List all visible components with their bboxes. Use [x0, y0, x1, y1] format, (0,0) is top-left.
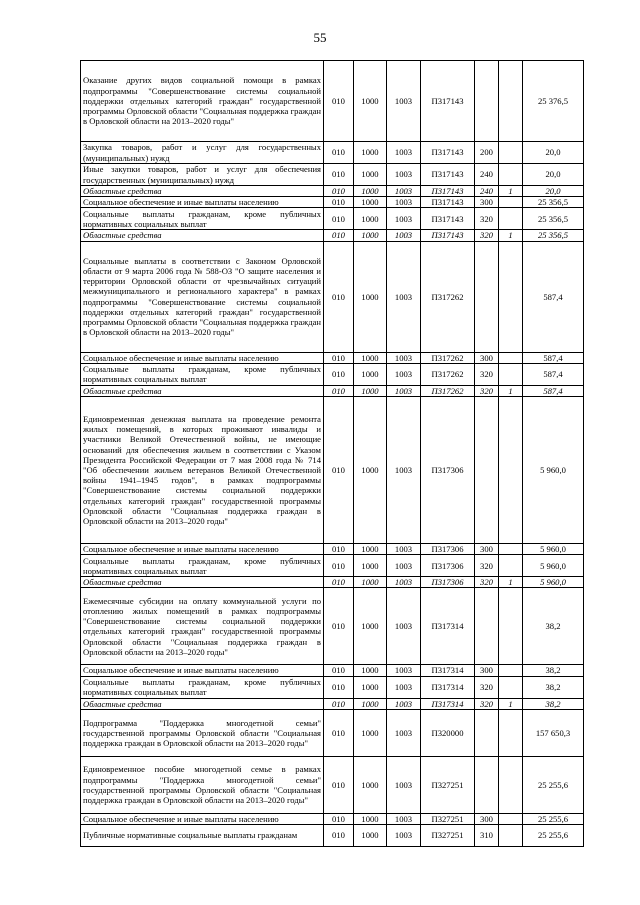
amount: 38,2 — [523, 665, 584, 676]
target-article-code: П317143 — [421, 230, 475, 241]
section-code: 1000 — [354, 208, 387, 230]
funding-source-code: 1 — [499, 698, 523, 709]
subsection-code: 1003 — [387, 577, 421, 588]
amount: 157 650,3 — [523, 709, 584, 756]
expense-type-code — [475, 588, 499, 665]
table-row — [81, 813, 584, 824]
row-name: Социальное обеспечение и иные выплаты населению — [81, 665, 324, 676]
section-code: 1000 — [354, 352, 387, 363]
funding-source-code — [499, 164, 523, 186]
table-row — [81, 397, 584, 544]
subsection-code: 1003 — [387, 164, 421, 186]
row-name: Областные средства — [81, 698, 324, 709]
ministry-code: 010 — [324, 709, 354, 756]
amount: 20,0 — [523, 164, 584, 186]
section-code: 1000 — [354, 577, 387, 588]
target-article-code: П317306 — [421, 397, 475, 544]
ministry-code: 010 — [324, 208, 354, 230]
funding-source-code — [499, 555, 523, 577]
ministry-code: 010 — [324, 813, 354, 824]
expense-type-code: 200 — [475, 142, 499, 164]
ministry-code: 010 — [324, 352, 354, 363]
funding-source-code — [499, 142, 523, 164]
expense-type-code: 320 — [475, 577, 499, 588]
ministry-code: 010 — [324, 197, 354, 208]
ministry-code: 010 — [324, 544, 354, 555]
row-name: Социальные выплаты гражданам, кроме публичных нормативных социальных выплат — [81, 555, 324, 577]
funding-source-code — [499, 197, 523, 208]
section-code: 1000 — [354, 588, 387, 665]
section-code: 1000 — [354, 544, 387, 555]
ministry-code: 010 — [324, 825, 354, 847]
amount: 20,0 — [523, 186, 584, 197]
row-name: Публичные нормативные социальные выплаты гражданам — [81, 825, 324, 847]
expense-type-code — [475, 756, 499, 813]
table-row — [81, 385, 584, 396]
table-row — [81, 698, 584, 709]
expense-type-code: 310 — [475, 825, 499, 847]
target-article-code: П317143 — [421, 186, 475, 197]
ministry-code: 010 — [324, 385, 354, 396]
subsection-code: 1003 — [387, 142, 421, 164]
table-row — [81, 665, 584, 676]
ministry-code: 010 — [324, 555, 354, 577]
subsection-code: 1003 — [387, 555, 421, 577]
amount: 587,4 — [523, 352, 584, 363]
ministry-code: 010 — [324, 164, 354, 186]
target-article-code: П317262 — [421, 241, 475, 352]
section-code: 1000 — [354, 709, 387, 756]
funding-source-code — [499, 352, 523, 363]
target-article-code: П317314 — [421, 588, 475, 665]
row-name: Областные средства — [81, 186, 324, 197]
target-article-code: П327251 — [421, 813, 475, 824]
row-name: Подпрограмма "Поддержка многодетной семьи" государственной программы Орловской области "Социальная поддержка граждан в Орловской области на 2013–2020 годы" — [81, 709, 324, 756]
subsection-code: 1003 — [387, 208, 421, 230]
amount: 38,2 — [523, 676, 584, 698]
expense-type-code — [475, 709, 499, 756]
ministry-code: 010 — [324, 230, 354, 241]
subsection-code: 1003 — [387, 676, 421, 698]
table-row — [81, 825, 584, 847]
ministry-code: 010 — [324, 756, 354, 813]
table-row — [81, 142, 584, 164]
amount: 25 255,6 — [523, 813, 584, 824]
amount: 25 356,5 — [523, 230, 584, 241]
row-name: Социальные выплаты гражданам, кроме публичных нормативных социальных выплат — [81, 208, 324, 230]
expense-type-code — [475, 61, 499, 142]
funding-source-code: 1 — [499, 186, 523, 197]
subsection-code: 1003 — [387, 397, 421, 544]
table-row — [81, 555, 584, 577]
section-code: 1000 — [354, 665, 387, 676]
table-row — [81, 588, 584, 665]
table-row — [81, 241, 584, 352]
expense-type-code: 320 — [475, 230, 499, 241]
target-article-code: П320000 — [421, 709, 475, 756]
section-code: 1000 — [354, 825, 387, 847]
target-article-code: П317306 — [421, 555, 475, 577]
row-name: Социальное обеспечение и иные выплаты населению — [81, 813, 324, 824]
funding-source-code: 1 — [499, 577, 523, 588]
section-code: 1000 — [354, 813, 387, 824]
section-code: 1000 — [354, 698, 387, 709]
expense-type-code: 240 — [475, 186, 499, 197]
funding-source-code — [499, 676, 523, 698]
expense-type-code: 320 — [475, 385, 499, 396]
expense-type-code: 320 — [475, 208, 499, 230]
section-code: 1000 — [354, 363, 387, 385]
table-row — [81, 544, 584, 555]
section-code: 1000 — [354, 756, 387, 813]
row-name: Областные средства — [81, 577, 324, 588]
ministry-code: 010 — [324, 142, 354, 164]
subsection-code: 1003 — [387, 665, 421, 676]
section-code: 1000 — [354, 676, 387, 698]
table-row — [81, 577, 584, 588]
funding-source-code — [499, 544, 523, 555]
target-article-code: П327251 — [421, 756, 475, 813]
ministry-code: 010 — [324, 363, 354, 385]
section-code: 1000 — [354, 385, 387, 396]
ministry-code: 010 — [324, 577, 354, 588]
ministry-code: 010 — [324, 186, 354, 197]
funding-source-code — [499, 709, 523, 756]
section-code: 1000 — [354, 241, 387, 352]
target-article-code: П317306 — [421, 544, 475, 555]
ministry-code: 010 — [324, 588, 354, 665]
funding-source-code — [499, 665, 523, 676]
page-number: 55 — [313, 30, 327, 45]
funding-source-code — [499, 241, 523, 352]
ministry-code: 010 — [324, 698, 354, 709]
amount: 25 255,6 — [523, 825, 584, 847]
funding-source-code — [499, 825, 523, 847]
funding-source-code — [499, 813, 523, 824]
amount: 25 376,5 — [523, 61, 584, 142]
row-name: Закупка товаров, работ и услуг для государственных (муниципальных) нужд — [81, 142, 324, 164]
expense-type-code: 300 — [475, 665, 499, 676]
table-row — [81, 164, 584, 186]
ministry-code: 010 — [324, 676, 354, 698]
target-article-code: П317314 — [421, 676, 475, 698]
expense-type-code: 300 — [475, 544, 499, 555]
funding-source-code: 1 — [499, 385, 523, 396]
subsection-code: 1003 — [387, 813, 421, 824]
amount: 25 356,5 — [523, 197, 584, 208]
target-article-code: П327251 — [421, 825, 475, 847]
expense-type-code: 300 — [475, 352, 499, 363]
section-code: 1000 — [354, 164, 387, 186]
target-article-code: П317143 — [421, 61, 475, 142]
amount: 5 960,0 — [523, 555, 584, 577]
subsection-code: 1003 — [387, 756, 421, 813]
target-article-code: П317314 — [421, 665, 475, 676]
subsection-code: 1003 — [387, 385, 421, 396]
table-row — [81, 186, 584, 197]
funding-source-code — [499, 397, 523, 544]
amount: 25 356,5 — [523, 208, 584, 230]
row-name: Социальное обеспечение и иные выплаты населению — [81, 352, 324, 363]
amount: 587,4 — [523, 363, 584, 385]
target-article-code: П317143 — [421, 208, 475, 230]
amount: 5 960,0 — [523, 397, 584, 544]
expense-type-code — [475, 241, 499, 352]
row-name: Социальные выплаты гражданам, кроме публичных нормативных социальных выплат — [81, 363, 324, 385]
table-row — [81, 756, 584, 813]
target-article-code: П317262 — [421, 352, 475, 363]
row-name: Социальные выплаты гражданам, кроме публичных нормативных социальных выплат — [81, 676, 324, 698]
target-article-code: П317262 — [421, 385, 475, 396]
funding-source-code — [499, 61, 523, 142]
expense-type-code: 320 — [475, 676, 499, 698]
table-row — [81, 230, 584, 241]
amount: 5 960,0 — [523, 544, 584, 555]
section-code: 1000 — [354, 397, 387, 544]
subsection-code: 1003 — [387, 352, 421, 363]
amount: 587,4 — [523, 241, 584, 352]
row-name: Областные средства — [81, 230, 324, 241]
subsection-code: 1003 — [387, 363, 421, 385]
row-name: Иные закупки товаров, работ и услуг для обеспечения государственных (муниципальных) нужд — [81, 164, 324, 186]
expense-type-code: 320 — [475, 698, 499, 709]
amount: 5 960,0 — [523, 577, 584, 588]
amount: 20,0 — [523, 142, 584, 164]
budget-table — [80, 60, 584, 847]
row-name: Оказание других видов социальной помощи в рамках подпрограммы "Совершенствование системы социальной поддержки отдельных категорий граждан" государственной программы Орловской области "Социальная поддержка граждан в Орловской области на 2013–2020 годы" — [81, 61, 324, 142]
subsection-code: 1003 — [387, 241, 421, 352]
section-code: 1000 — [354, 142, 387, 164]
row-name: Ежемесячные субсидии на оплату коммунальной услуги по отоплению жилых помещений в рамках подпрограммы "Совершенствование системы социальной поддержки отдельных категорий граждан" государственной программы Орловской области "Социальная поддержка граждан в Орловской области на 2013–2020 годы" — [81, 588, 324, 665]
subsection-code: 1003 — [387, 698, 421, 709]
ministry-code: 010 — [324, 665, 354, 676]
target-article-code: П317262 — [421, 363, 475, 385]
subsection-code: 1003 — [387, 230, 421, 241]
target-article-code: П317306 — [421, 577, 475, 588]
target-article-code: П317143 — [421, 164, 475, 186]
expense-type-code: 300 — [475, 813, 499, 824]
table-row — [81, 61, 584, 142]
section-code: 1000 — [354, 555, 387, 577]
target-article-code: П317143 — [421, 142, 475, 164]
table-row — [81, 208, 584, 230]
subsection-code: 1003 — [387, 197, 421, 208]
expense-type-code: 320 — [475, 555, 499, 577]
table-row — [81, 197, 584, 208]
target-article-code: П317143 — [421, 197, 475, 208]
subsection-code: 1003 — [387, 709, 421, 756]
section-code: 1000 — [354, 186, 387, 197]
section-code: 1000 — [354, 61, 387, 142]
target-article-code: П317314 — [421, 698, 475, 709]
ministry-code: 010 — [324, 61, 354, 142]
amount: 38,2 — [523, 698, 584, 709]
section-code: 1000 — [354, 197, 387, 208]
row-name: Единовременное пособие многодетной семье в рамках подпрограммы "Поддержка многодетной семьи" государственной программы Орловской области "Социальная поддержка граждан в Орловской области на 2013–2020 годы" — [81, 756, 324, 813]
subsection-code: 1003 — [387, 61, 421, 142]
amount: 25 255,6 — [523, 756, 584, 813]
subsection-code: 1003 — [387, 544, 421, 555]
subsection-code: 1003 — [387, 588, 421, 665]
ministry-code: 010 — [324, 397, 354, 544]
row-name: Социальные выплаты в соответствии с Законом Орловской области от 9 марта 2006 года № 588-ОЗ "О защите населения и территории Орловской области от чрезвычайных ситуаций межмуниципального и регионального характера" в рамках подпрограммы "Совершенствование системы социальной поддержки отдельных категорий граждан" государственной программы Орловской области "Социальная поддержка граждан в Орловской области на 2013–2020 годы" — [81, 241, 324, 352]
table-row — [81, 363, 584, 385]
funding-source-code — [499, 208, 523, 230]
expense-type-code: 300 — [475, 197, 499, 208]
expense-type-code: 320 — [475, 363, 499, 385]
funding-source-code: 1 — [499, 230, 523, 241]
table-row — [81, 709, 584, 756]
expense-type-code: 240 — [475, 164, 499, 186]
row-name: Областные средства — [81, 385, 324, 396]
row-name: Социальное обеспечение и иные выплаты населению — [81, 197, 324, 208]
subsection-code: 1003 — [387, 825, 421, 847]
funding-source-code — [499, 756, 523, 813]
table-row — [81, 676, 584, 698]
funding-source-code — [499, 588, 523, 665]
subsection-code: 1003 — [387, 186, 421, 197]
row-name: Единовременная денежная выплата на проведение ремонта жилых помещений, в которых проживают инвалиды и участники Великой Отечественной войны, не имеющие оснований для обеспечения жильем в соответствии с Указом Президента Российской Федерации от 7 мая 2008 года № 714 "Об обеспечении жильем ветеранов Великой Отечественной войны 1941–1945 годов", в рамках подпрограммы "Совершенствование системы социальной поддержки отдельных категорий граждан" государственной программы Орловской области "Социальная поддержка граждан в Орловской области на 2013–2020 годы" — [81, 397, 324, 544]
row-name: Социальное обеспечение и иные выплаты населению — [81, 544, 324, 555]
ministry-code: 010 — [324, 241, 354, 352]
funding-source-code — [499, 363, 523, 385]
amount: 587,4 — [523, 385, 584, 396]
expense-type-code — [475, 397, 499, 544]
section-code: 1000 — [354, 230, 387, 241]
table-row — [81, 352, 584, 363]
amount: 38,2 — [523, 588, 584, 665]
